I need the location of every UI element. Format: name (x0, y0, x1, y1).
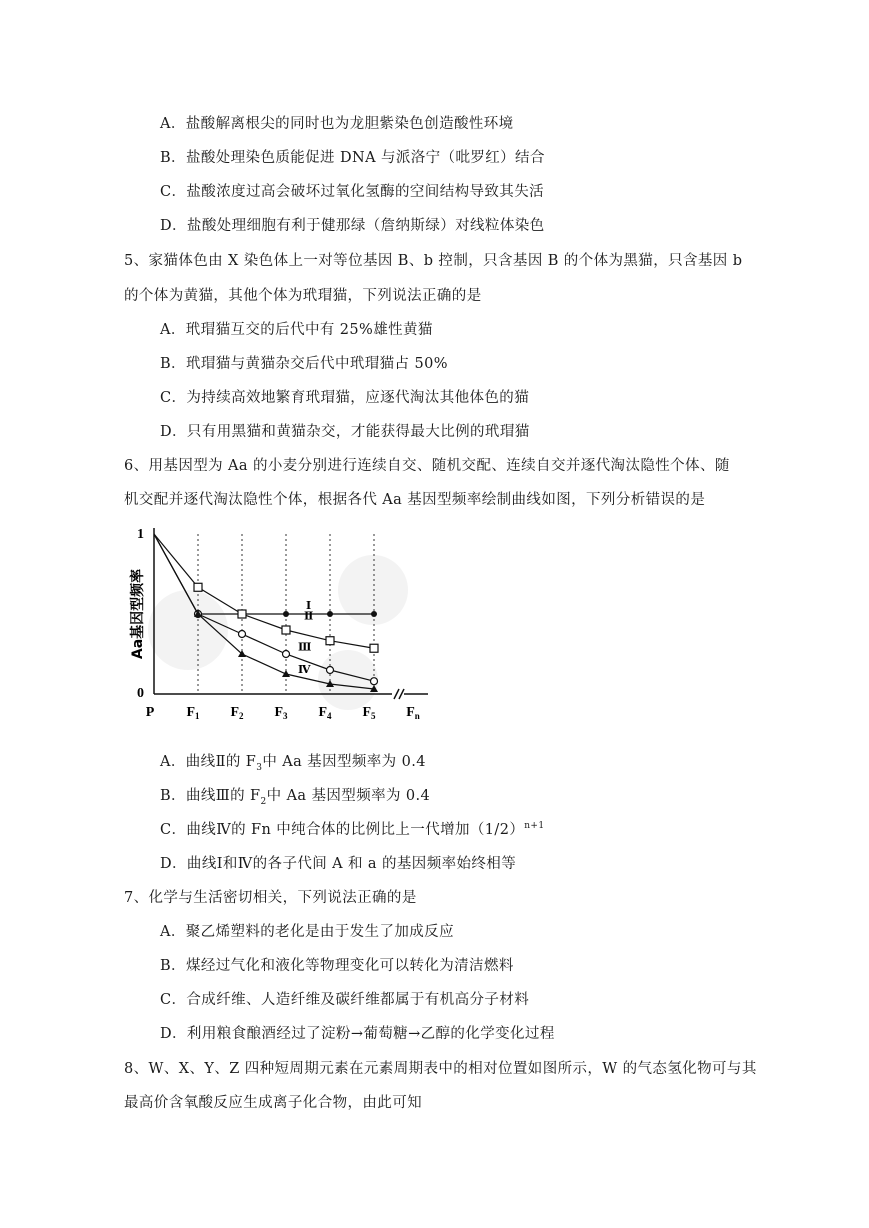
data-point (371, 611, 377, 617)
x-tick-label: $F_2$ (230, 705, 244, 721)
q8-stem-line2: 最高价含氧酸反应生成离子化合物，由此可知 (124, 1095, 422, 1111)
aa-frequency-chart (118, 520, 438, 725)
y-tick-label: 1 (137, 527, 144, 542)
data-point (327, 667, 334, 674)
q5-option-c: C．为持续高效地繁育玳瑁猫，应逐代淘汰其他体色的猫 (160, 390, 530, 406)
q5-option-a: A．玳瑁猫互交的后代中有 25%雄性黄猫 (160, 322, 433, 338)
x-tick-label: $F_4$ (318, 705, 332, 721)
q6-option-d: D．曲线Ⅰ和Ⅳ的各子代间 A 和 a 的基因频率始终相等 (160, 856, 517, 872)
q7-stem: 7、化学与生活密切相关，下列说法正确的是 (124, 890, 417, 906)
data-point (283, 611, 289, 617)
series-label: Ⅱ (304, 609, 314, 623)
q7-option-d: D．利用粮食酿酒经过了淀粉→葡萄糖→乙醇的化学变化过程 (160, 1026, 555, 1042)
q4-option-c: C．盐酸浓度过高会破坏过氧化氢酶的空间结构导致其失活 (160, 184, 544, 200)
q5-stem-line1: 5、家猫体色由 X 染色体上一对等位基因 B、b 控制，只含基因 B 的个体为黑猫，只含基因 b (124, 253, 743, 269)
data-point (238, 610, 246, 618)
q4-option-d: D．盐酸处理细胞有利于健那绿（詹纳斯绿）对线粒体染色 (160, 218, 545, 234)
series-label: Ⅳ (298, 662, 311, 676)
data-point (283, 651, 290, 658)
data-point (194, 583, 202, 591)
data-point (370, 644, 378, 652)
data-point (327, 611, 333, 617)
x-tick-label: $F_n$ (406, 705, 420, 721)
x-tick-label: $F_5$ (362, 705, 376, 721)
data-point (371, 678, 378, 685)
x-tick-label: P (145, 705, 155, 720)
axis-break (399, 689, 404, 699)
x-tick-label: $F_3$ (274, 705, 288, 721)
data-point (282, 670, 290, 677)
q6-stem-line1: 6、用基因型为 Aa 的小麦分别进行连续自交、随机交配、连续自交并逐代淘汰隐性个体、随 (124, 458, 730, 474)
data-point (326, 637, 334, 645)
axis-break (394, 689, 399, 699)
x-tick-label: $F_1$ (186, 705, 200, 721)
q5-stem-line2: 的个体为黄猫，其他个体为玳瑁猫，下列说法正确的是 (124, 288, 482, 304)
q8-stem-line1: 8、W、X、Y、Z 四种短周期元素在元素周期表中的相对位置如图所示，W 的气态氢化物可与其 (124, 1061, 757, 1077)
q6-stem-line2: 机交配并逐代淘汰隐性个体，根据各代 Aa 基因型频率绘制曲线如图，下列分析错误的是 (124, 492, 706, 508)
series-label: Ⅲ (298, 640, 312, 654)
q7-option-c: C．合成纤维、人造纤维及碳纤维都属于有机高分子材料 (160, 992, 530, 1008)
q7-option-b: B．煤经过气化和液化等物理变化可以转化为清洁燃料 (160, 958, 514, 974)
q7-option-a: A．聚乙烯塑料的老化是由于发生了加成反应 (160, 924, 454, 940)
q6-option-b: B．曲线Ⅲ的 $F_2$中 Aa 基因型频率为 0.4 (160, 788, 431, 807)
q5-option-b: B．玳瑁猫与黄猫杂交后代中玳瑁猫占 50% (160, 356, 448, 372)
data-point (282, 626, 290, 634)
watermark (148, 555, 408, 710)
series-label: Ⅰ (306, 599, 312, 612)
q5-option-d: D．只有用黑猫和黄猫杂交，才能获得最大比例的玳瑁猫 (160, 424, 530, 440)
q6-option-a: A．曲线Ⅱ的 $F_3$中 Aa 基因型频率为 0.4 (160, 754, 426, 773)
q6-option-c: C．曲线Ⅳ的 Fn 中纯合体的比例比上一代增加$(1/2)^{n+1}$ (160, 821, 545, 838)
y-tick-label: 0 (137, 686, 144, 701)
y-axis-label: Aa基因型频率 (130, 568, 146, 660)
q4-option-a: A．盐酸解离根尖的同时也为龙胆紫染色创造酸性环境 (160, 116, 514, 132)
data-point (239, 631, 246, 638)
q4-option-b: B．盐酸处理染色质能促进 DNA 与派洛宁（吡罗红）结合 (160, 150, 545, 166)
